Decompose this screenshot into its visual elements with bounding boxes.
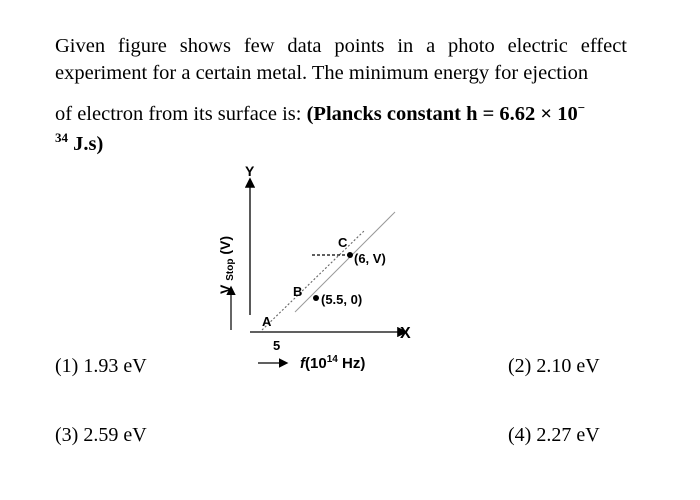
exponent-value: 34	[55, 129, 68, 145]
point-c-coord: (6, V)	[354, 251, 386, 266]
y-axis-label-sub: Stop	[225, 258, 236, 281]
svg-text:V Stop (V)	[217, 236, 236, 294]
point-b-coord: (5.5, 0)	[321, 292, 363, 307]
question-line-3	[55, 94, 627, 128]
question-line-2: experiment for a certain metal. The minimum energy for ejection	[55, 62, 589, 84]
x-axis-label	[300, 354, 365, 372]
planck-constant-text: (Plancks constant h = 6.62 × 10	[306, 102, 578, 125]
unit-text: J.s)	[68, 132, 104, 155]
point-c-dot	[347, 252, 353, 258]
option-3[interactable]: (3) 2.59 eV	[55, 424, 147, 446]
x-axis-label-f: f	[300, 355, 305, 372]
option-1[interactable]: (1) 1.93 eV	[55, 355, 147, 377]
x-axis-label-close: Hz)	[337, 355, 366, 372]
question-line-3-text: of electron from its surface is:	[55, 102, 307, 125]
y-axis-label	[217, 236, 236, 294]
option-4[interactable]: (4) 2.27 eV	[508, 424, 600, 446]
question-text	[55, 33, 627, 158]
x-axis-letter: X	[400, 325, 411, 342]
point-b-label: B	[293, 284, 303, 299]
y-axis-letter: Y	[245, 163, 255, 179]
question-line-1: Given figure shows few data points in a photo electric effect	[55, 35, 627, 57]
option-2[interactable]: (2) 2.10 eV	[508, 355, 600, 377]
x-axis-label-exp: 14	[326, 354, 338, 365]
question-line-4	[55, 124, 627, 158]
graph-svg	[200, 160, 440, 380]
stopping-potential-line	[262, 230, 365, 330]
y-axis-label-unit: (V)	[217, 235, 233, 255]
photoelectric-graph	[200, 160, 440, 380]
tick-label-5: 5	[273, 338, 281, 353]
point-a-label: A	[262, 314, 272, 329]
x-axis-label-open: (10	[305, 355, 327, 372]
point-c-label: C	[338, 235, 348, 250]
exponent-dash: −	[577, 100, 586, 115]
y-axis-label-v: V	[217, 284, 233, 295]
point-b-dot	[313, 295, 319, 301]
